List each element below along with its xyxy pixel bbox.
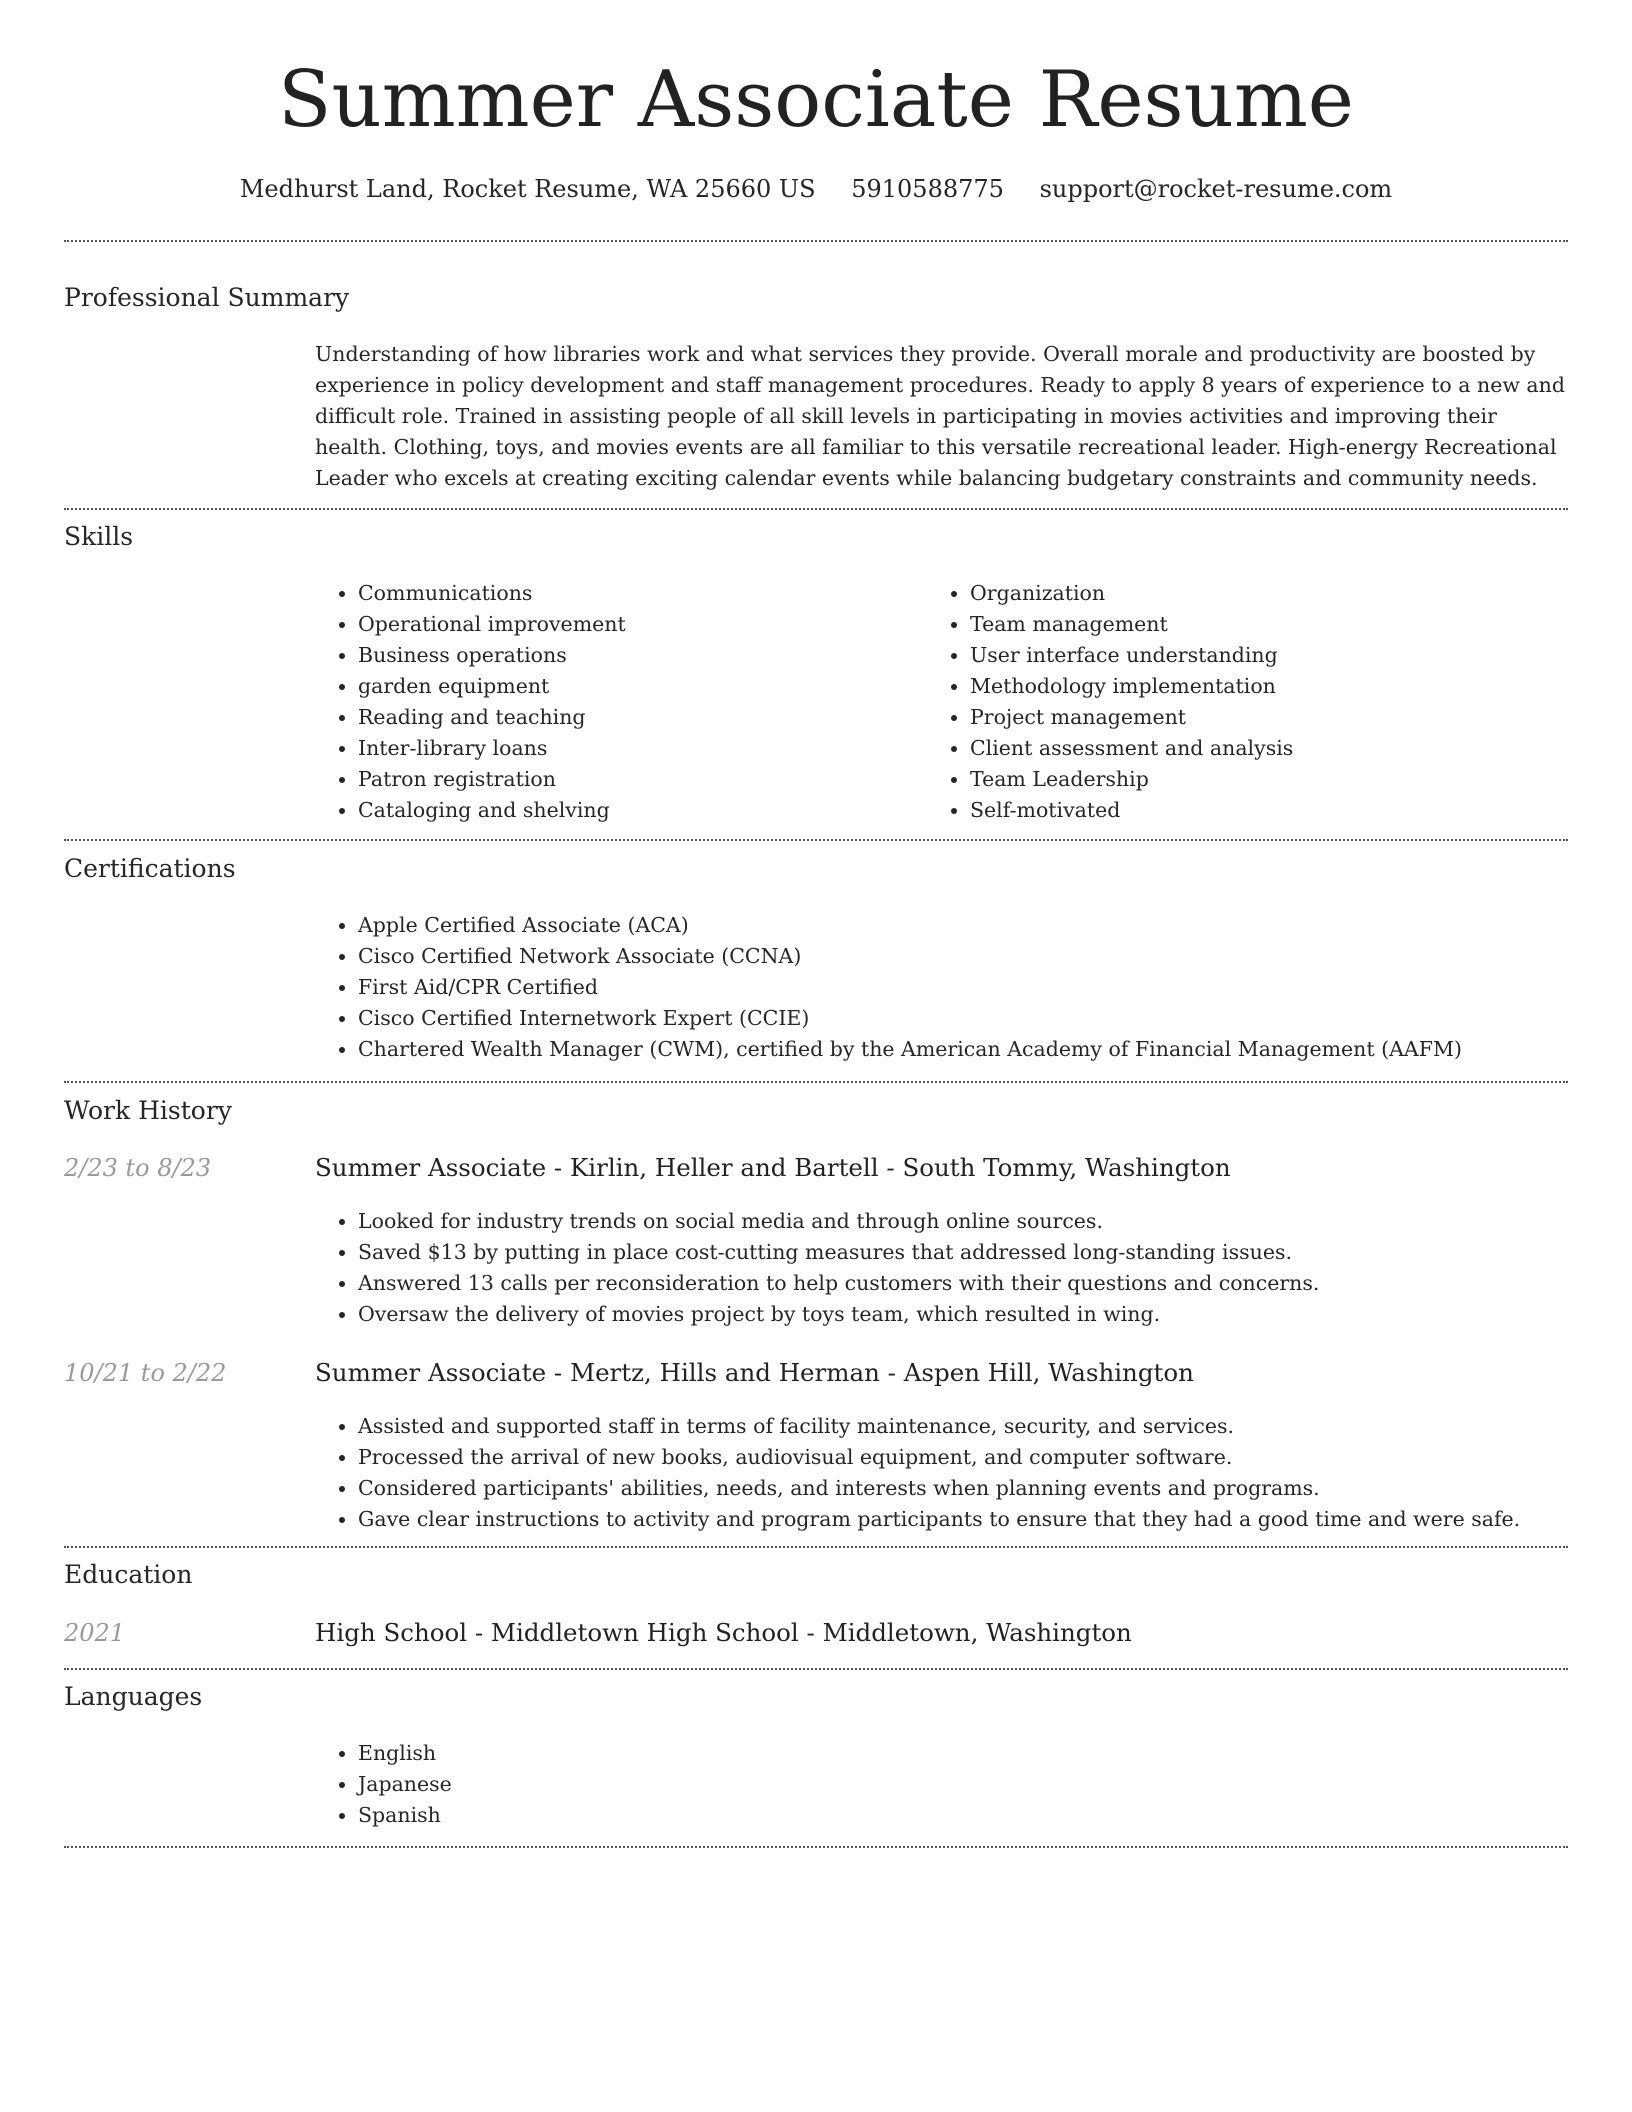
job-bullets (314, 1411, 1608, 1535)
skill-item: • Self-motivated (970, 795, 1590, 826)
certification-item: • Cisco Certified Internetwork Expert (CCIE) (358, 1003, 1608, 1034)
skill-item: • Patron registration (358, 764, 918, 795)
job-bullet: • Considered participants' abilities, needs, and interests when planning events and programs. (358, 1473, 1608, 1504)
certification-item: • Chartered Wealth Manager (CWM), certified by the American Academy of Financial Management (AAFM) (358, 1034, 1608, 1065)
skills-list-right (926, 578, 1590, 826)
skill-item: • Business operations (358, 640, 918, 671)
language-item: • English (358, 1738, 958, 1769)
certification-item: • Apple Certified Associate (ACA) (358, 910, 1608, 941)
certifications-list (314, 910, 1608, 1065)
divider (64, 1846, 1568, 1848)
languages-heading: Languages (64, 1682, 203, 1711)
job-date: 2/23 to 8/23 (64, 1154, 212, 1182)
job-bullets (314, 1206, 1608, 1330)
job-bullet: • Oversaw the delivery of movies project by toys team, which resulted in wing. (358, 1299, 1608, 1330)
skill-item: • Project management (970, 702, 1590, 733)
job-title: Summer Associate - Mertz, Hills and Herman - Aspen Hill, Washington (315, 1358, 1194, 1387)
summary-heading: Professional Summary (64, 283, 350, 312)
certification-item: • Cisco Certified Network Associate (CCNA) (358, 941, 1608, 972)
skill-item: • garden equipment (358, 671, 918, 702)
job-title: Summer Associate - Kirlin, Heller and Bartell - South Tommy, Washington (315, 1153, 1231, 1182)
divider (64, 1081, 1568, 1083)
job-date: 10/21 to 2/22 (64, 1359, 227, 1387)
divider (64, 839, 1568, 841)
certifications-heading: Certifications (64, 854, 236, 883)
job-bullet: • Looked for industry trends on social media and through online sources. (358, 1206, 1608, 1237)
job-bullet: • Answered 13 calls per reconsideration to help customers with their questions and concerns. (358, 1268, 1608, 1299)
education-entry: High School - Middletown High School - Middletown, Washington (315, 1618, 1132, 1647)
skill-item: • Client assessment and analysis (970, 733, 1590, 764)
language-item: • Japanese (358, 1769, 958, 1800)
job-bullet: • Saved $13 by putting in place cost-cutting measures that addressed long-standing issues. (358, 1237, 1608, 1268)
skill-item: • Team management (970, 609, 1590, 640)
skill-item: • Operational improvement (358, 609, 918, 640)
skill-item: • Inter-library loans (358, 733, 918, 764)
skill-item: • Methodology implementation (970, 671, 1590, 702)
contact-email: support@rocket-resume.com (1039, 175, 1393, 203)
skills-list-left (314, 578, 918, 826)
skill-item: • Cataloging and shelving (358, 795, 918, 826)
divider (64, 508, 1568, 510)
skill-item: • Communications (358, 578, 918, 609)
resume-title: Summer Associate Resume (278, 55, 1354, 145)
divider (64, 1668, 1568, 1670)
education-date: 2021 (64, 1619, 126, 1647)
language-item: • Spanish (358, 1800, 958, 1831)
work-history-heading: Work History (64, 1096, 232, 1125)
summary-text: Understanding of how libraries work and what services they provide. Overall morale and productivity are boosted by experience in policy development and staff management procedures. Ready to apply 8 years of experience to a new and difficult role. Trained in assisting people of all skill levels in participating in movies activities and improving their health. Clothing, toys, and movies events are all familiar to this versatile recreational leader. High-energy Recreational Leader who excels at creating exciting calendar events while balancing budgetary constraints and community needs. (315, 342, 1565, 490)
contact-phone: 5910588775 (851, 175, 1004, 203)
skill-item: • User interface understanding (970, 640, 1590, 671)
skill-item: • Team Leadership (970, 764, 1590, 795)
skills-heading: Skills (64, 522, 134, 551)
skill-item: • Organization (970, 578, 1590, 609)
job-bullet: • Gave clear instructions to activity and program participants to ensure that they had a good time and were safe. (358, 1504, 1608, 1535)
skill-item: • Reading and teaching (358, 702, 918, 733)
certification-item: • First Aid/CPR Certified (358, 972, 1608, 1003)
divider (64, 1546, 1568, 1548)
divider (64, 240, 1568, 242)
contact-address: Medhurst Land, Rocket Resume, WA 25660 US (239, 175, 816, 203)
languages-list (314, 1738, 958, 1831)
education-heading: Education (64, 1560, 193, 1589)
contact-line (0, 172, 1632, 206)
job-bullet: • Processed the arrival of new books, audiovisual equipment, and computer software. (358, 1442, 1608, 1473)
job-bullet: • Assisted and supported staff in terms of facility maintenance, security, and services. (358, 1411, 1608, 1442)
